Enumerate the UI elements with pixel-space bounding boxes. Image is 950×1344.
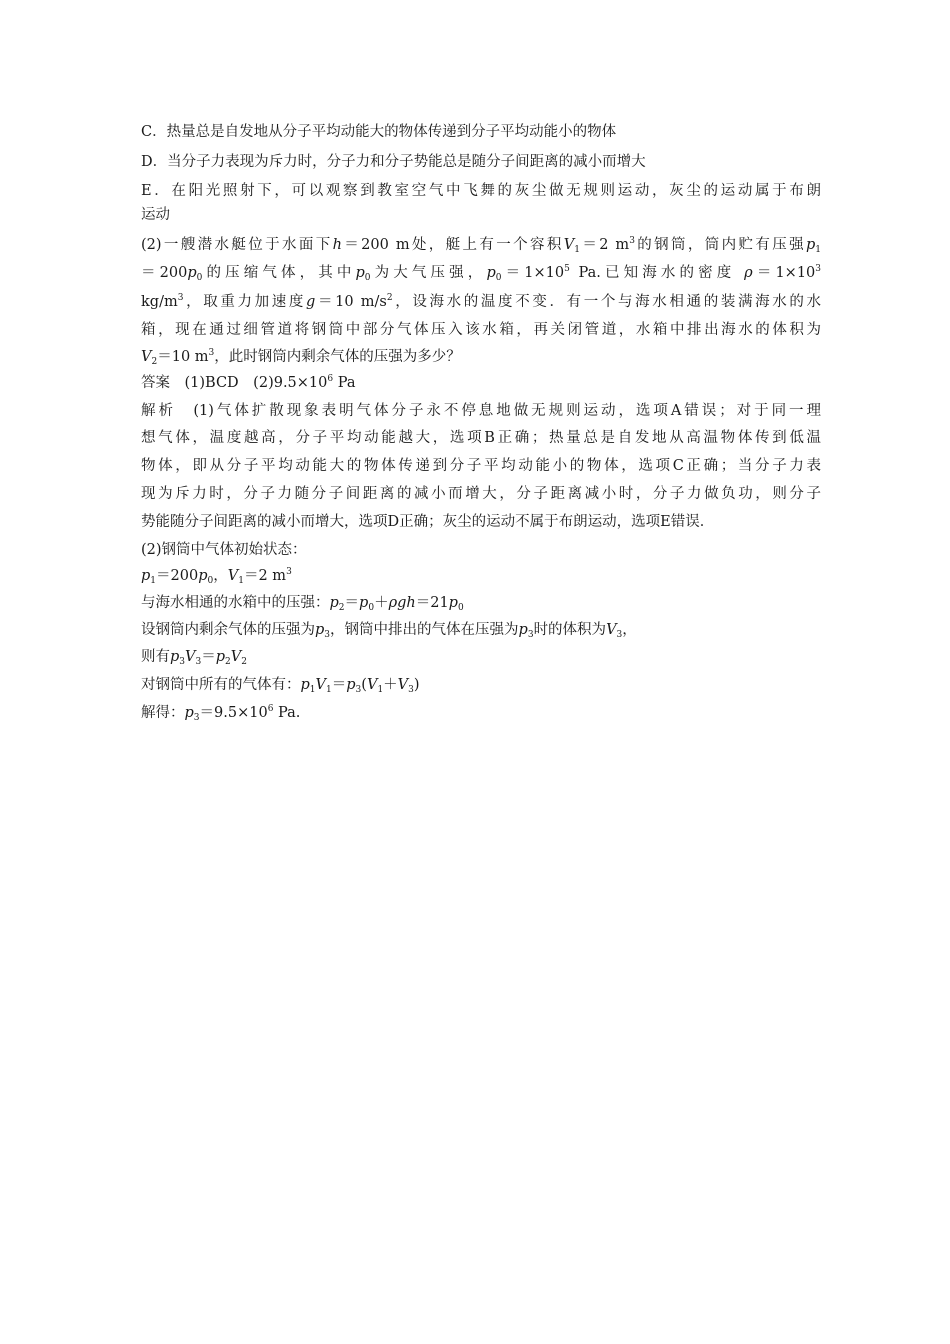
solution-assumption: 设钢筒内剩余气体的压强为$p_3$，钢筒中排出的气体在压强为$p_3$时的体积为$V_3$， [141,622,637,640]
analysis-line-2: 想气体，温度越高，分子平均动能越大，选项B正确；热量总是自发地从高温物体传到低温 [141,430,821,446]
option-c-text: C．热量总是自发地从分子平均动能大的物体传递到分子平均动能小的物体 [141,124,617,140]
option-e-text: E．在阳光照射下，可以观察到教室空气中飞舞的灰尘做无规则运动，灰尘的运动属于布朗 [141,183,821,199]
solution-equation-1: 则有$p_3V_3=p_2V_2$ [141,649,247,667]
analysis-line-4: 现为斥力时，分子力随分子间距离的减小而增大，分子距离减小时，分子力做负功，则分子 [141,486,821,502]
solution-initial-values: $p_1=200p_0$，$V_1=2$ $m^3$ [141,567,292,586]
solution-initial-state: (2)钢筒中气体初始状态： [141,542,307,558]
analysis-line-1: 解析 (1)气体扩散现象表明气体分子永不停息地做无规则运动，选项A错误；对于同一理 [141,403,821,419]
question-2-line-1: (2)一艘潜水艇位于水面下h＝200 m处，艇上有一个容积$V_1=2$ $m^3$的钢筒，筒内贮有压强$p_1$ [141,236,822,255]
option-e-text-cont: 运动 [141,207,170,223]
question-2-line-4: 箱，现在通过细管道将钢筒中部分气体压入该水箱，再关闭管道，水箱中排出海水的体积为 [141,322,821,338]
option-d-text: D．当分子力表现为斥力时，分子力和分子势能总是随分子间距离的减小而增大 [141,154,646,170]
question-2-line-2: $=200p_0$的压缩气体，其中$p_0$为大气压强，$p_0=1\times 10^5$ Pa.已知海水的密度 $\rho=1\times 10^3$ [141,264,822,283]
analysis-line-5: 势能随分子间距离的减小而增大，选项D正确；灰尘的运动不属于布朗运动，选项E错误． [141,514,715,530]
question-2-line-3: $kg/m^3$，取重力加速度g＝10 $m/s^2$，设海水的温度不变．有一个与海水相通的装满海水的水 [141,293,822,310]
analysis-line-3: 物体，即从分子平均动能大的物体传递到分子平均动能小的物体，选项C正确；当分子力表 [141,458,821,474]
solution-result: 解得：$p_3=9.5\times 10^6$ Pa. [141,704,301,723]
solution-equation-2: 对钢筒中所有的气体有：$p_1V_1=p_3(V_1+V_3)$ [141,677,420,695]
question-2-line-5: $V_2=10$ $m^3$，此时钢筒内剩余气体的压强为多少？ [141,348,461,367]
answer-line: 答案 (1)BCD $(2)9.5\times 10^6$ Pa [141,374,356,391]
solution-tank-pressure: 与海水相通的水箱中的压强：$p_2=p_0+\rho gh=21p_0$ [141,595,464,613]
